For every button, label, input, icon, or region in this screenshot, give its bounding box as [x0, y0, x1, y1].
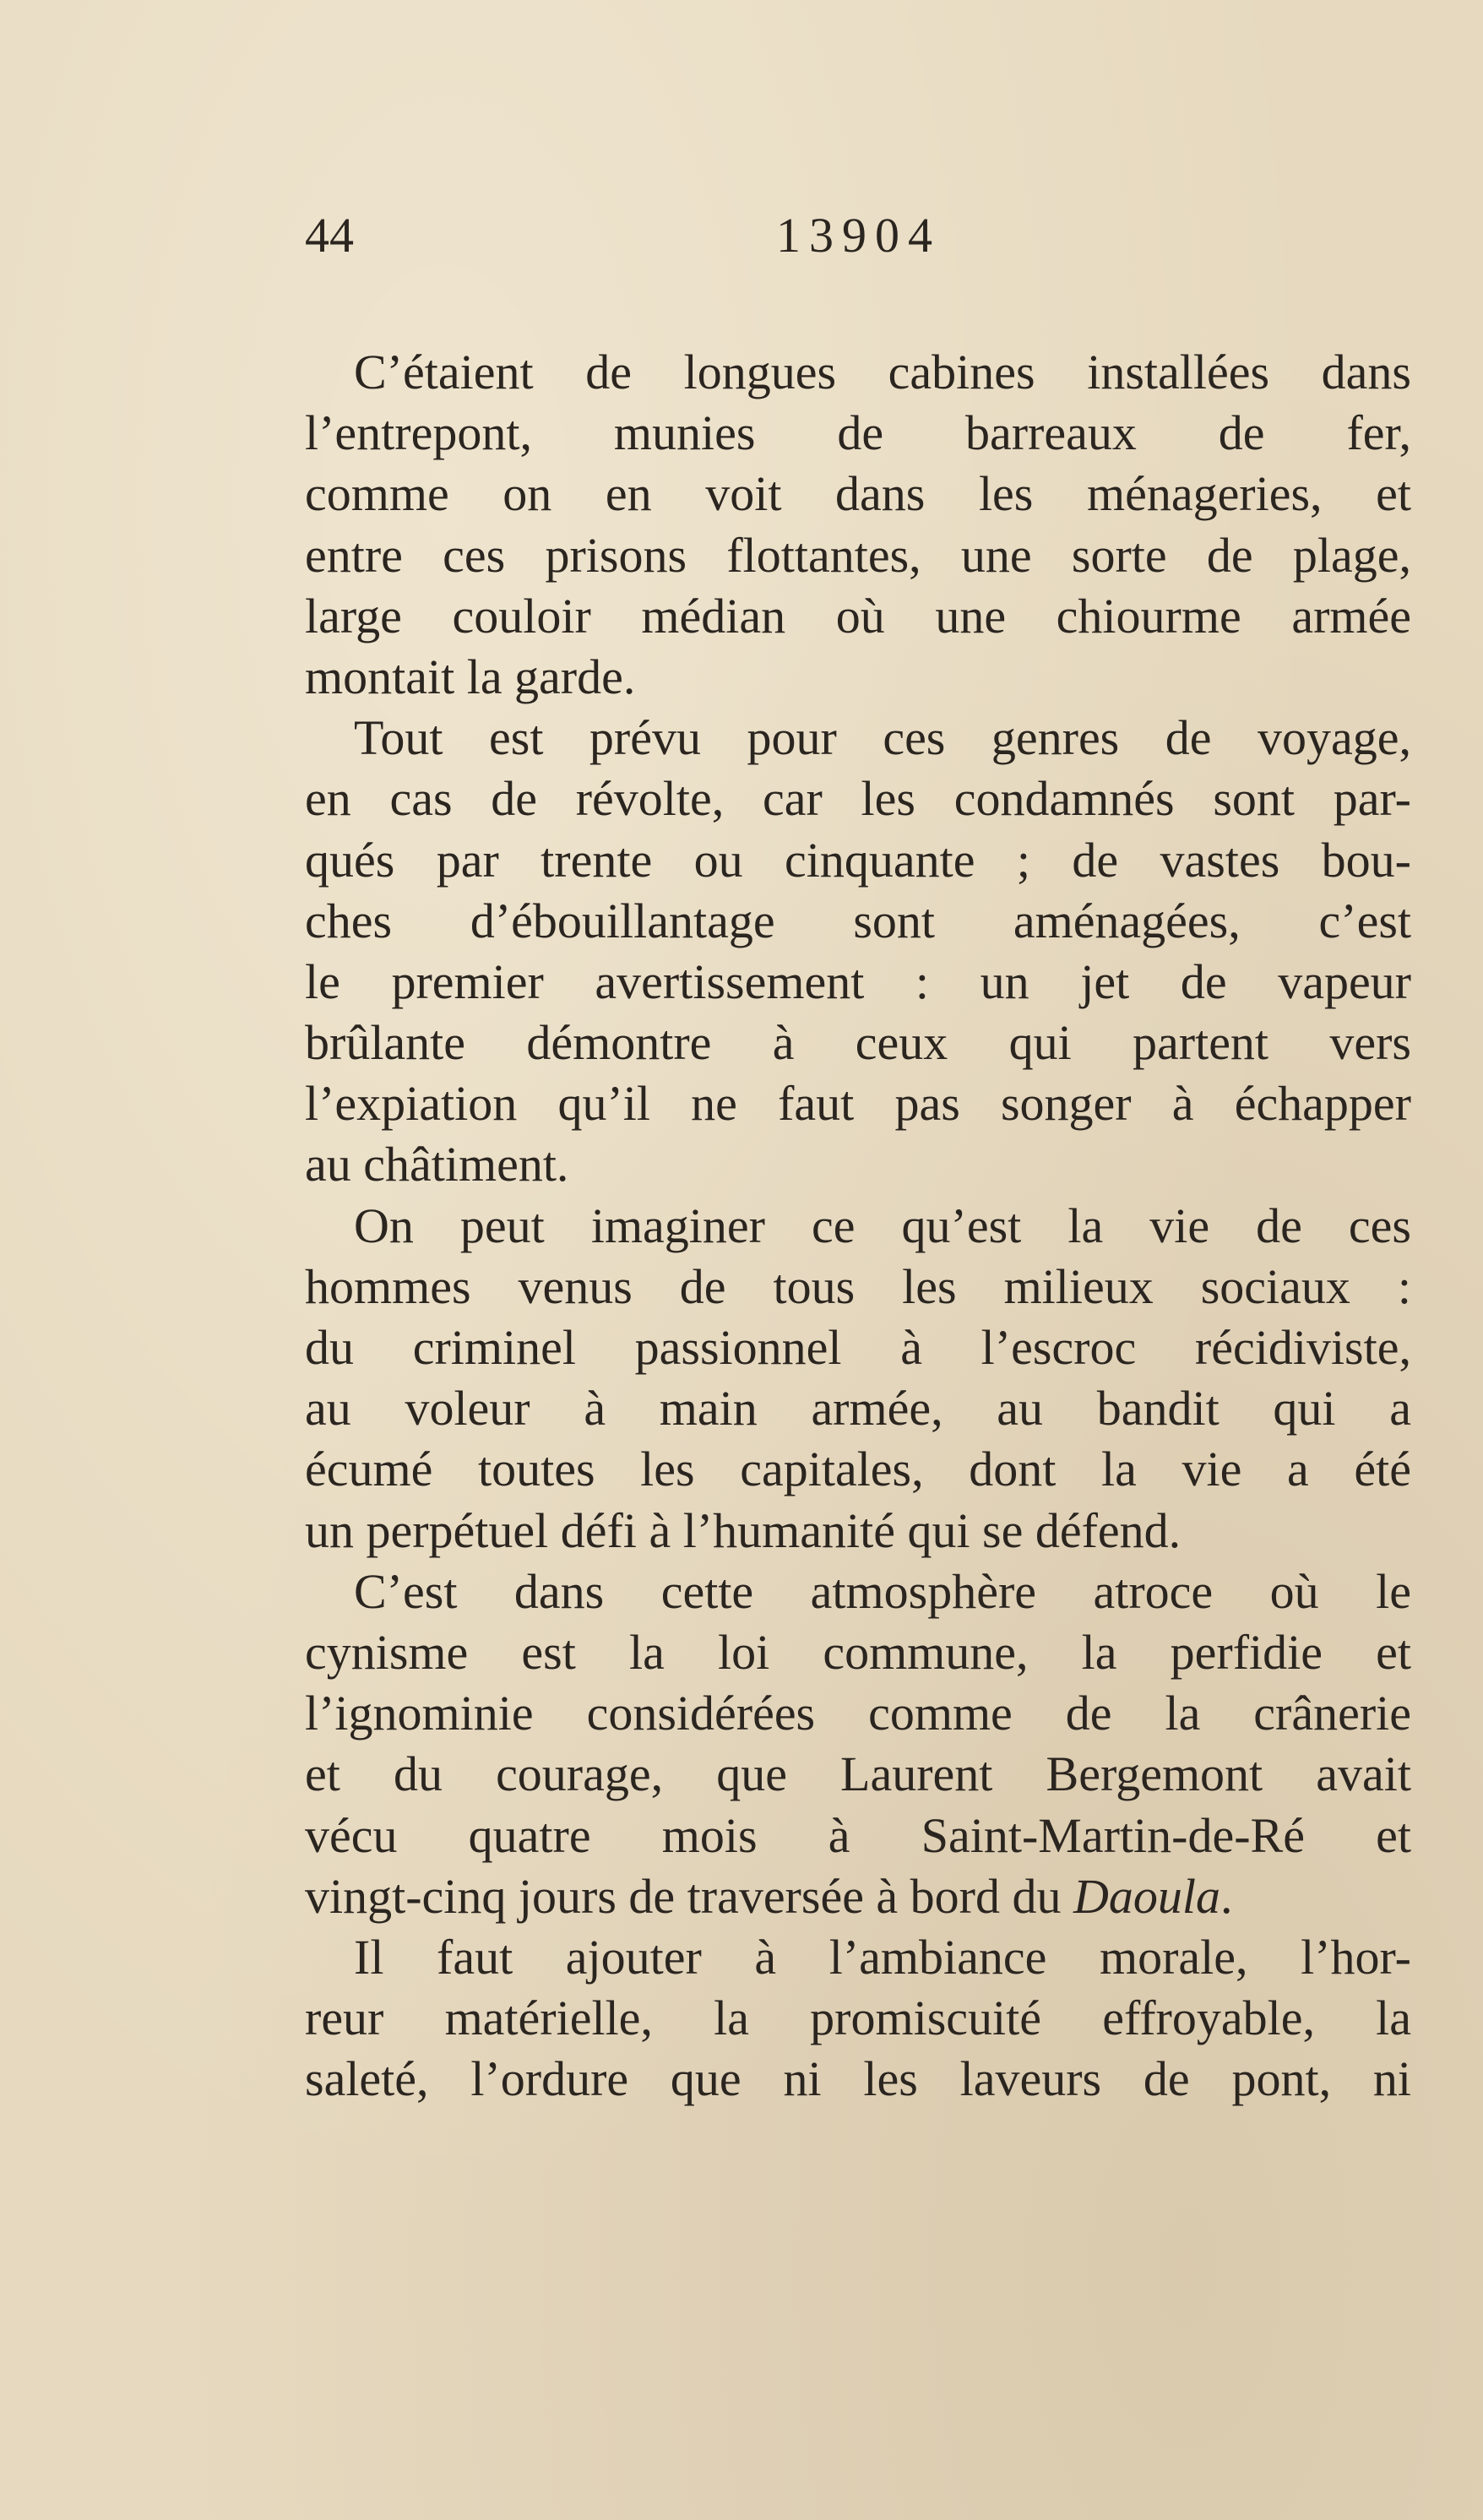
line-text: ches d’ébouillantage sont aménagées, c’est [305, 893, 1411, 948]
text-line [305, 1317, 1411, 1378]
line-text: en cas de révolte, car les condamnés sont par- [305, 771, 1411, 827]
line-text: et du courage, que Laurent Bergemont avait [305, 1746, 1411, 1802]
line-text: cynisme est la loi commune, la perfidie et [305, 1624, 1411, 1680]
text-line [305, 1196, 1411, 1257]
page-number: 44 [305, 208, 354, 263]
text-line [305, 1806, 1411, 1866]
line-text: au voleur à main armée, au bandit qui a [305, 1381, 1411, 1437]
line-text: montait la garde. [305, 649, 636, 704]
line-text: Il faut ajouter à l’ambiance morale, l’hor- [354, 1929, 1411, 1985]
text-line [305, 1683, 1411, 1744]
line-text: du criminel passionnel à l’escroc récidiviste, [305, 1320, 1411, 1375]
line-text: un perpétuel défi à l’humanité qui se défend. [305, 1502, 1182, 1558]
running-title: 13904 [776, 208, 941, 263]
line-text: qués par trente ou cinquante ; de vastes bou- [305, 832, 1411, 888]
line-text: C’est dans cette atmosphère atroce où le [354, 1563, 1411, 1619]
text-line [305, 1257, 1411, 1317]
line-text: écumé toutes les capitales, dont la vie a été [305, 1442, 1411, 1497]
text-line [305, 1744, 1411, 1805]
line-text: entre ces prisons flottantes, une sorte de plage, [305, 527, 1411, 583]
text-line [305, 891, 1411, 952]
text-line [305, 1073, 1411, 1134]
paragraph [305, 1561, 1411, 1927]
text-line [305, 586, 1411, 647]
line-text: vingt-cinq jours de traversée à bord du [305, 1868, 1073, 1924]
line-text: On peut imaginer ce qu’est la vie de ces [354, 1198, 1411, 1253]
text-line [305, 952, 1411, 1013]
line-text: Tout est prévu pour ces genres de voyage, [354, 710, 1411, 766]
text-line [305, 1927, 1411, 1988]
text-line [305, 342, 1411, 403]
punctuation: . [1220, 1868, 1233, 1924]
text-line [305, 1561, 1411, 1622]
line-text: l’entrepont, munies de barreaux de fer, [305, 405, 1411, 461]
paragraph [305, 1927, 1411, 2110]
text-line [305, 1988, 1411, 2049]
paragraph [305, 342, 1411, 708]
line-text: C’étaient de longues cabines installées dans [354, 345, 1411, 399]
line-text: vécu quatre mois à Saint-Martin-de-Ré et [305, 1807, 1411, 1863]
line-text: brûlante démontre à ceux qui partent vers [305, 1015, 1411, 1071]
line-text: hommes venus de tous les milieux sociaux : [305, 1258, 1411, 1314]
line-text: l’ignominie considérées comme de la crânerie [305, 1686, 1411, 1741]
paragraph [305, 708, 1411, 1196]
text-line [305, 1134, 1411, 1195]
text-line [305, 525, 1411, 586]
line-text: large couloir médian où une chiourme armée [305, 588, 1411, 644]
ship-name: Daoula [1073, 1868, 1220, 1924]
text-line [305, 1622, 1411, 1683]
text-line [305, 1378, 1411, 1439]
text-line [305, 647, 1411, 708]
text-line [305, 464, 1411, 524]
line-text: le premier avertissement : un jet de vapeur [305, 953, 1411, 1009]
text-line [305, 1501, 1411, 1561]
text-line [305, 1439, 1411, 1500]
text-line [305, 2049, 1411, 2110]
text-line [305, 708, 1411, 768]
line-text: reur matérielle, la promiscuité effroyable, la [305, 1990, 1411, 2046]
line-text: au châtiment. [305, 1137, 569, 1192]
line-text: saleté, l’ordure que ni les laveurs de pont, ni [305, 2051, 1411, 2107]
text-line [305, 830, 1411, 891]
text-line [305, 768, 1411, 829]
body-text [305, 342, 1411, 2110]
line-text: comme on en voit dans les ménageries, et [305, 466, 1411, 522]
line-text: l’expiation qu’il ne faut pas songer à échapper [305, 1076, 1411, 1132]
text-line [305, 1013, 1411, 1073]
text-line [305, 403, 1411, 464]
running-header [305, 207, 1411, 266]
text-line [305, 1866, 1411, 1927]
paragraph [305, 1196, 1411, 1561]
